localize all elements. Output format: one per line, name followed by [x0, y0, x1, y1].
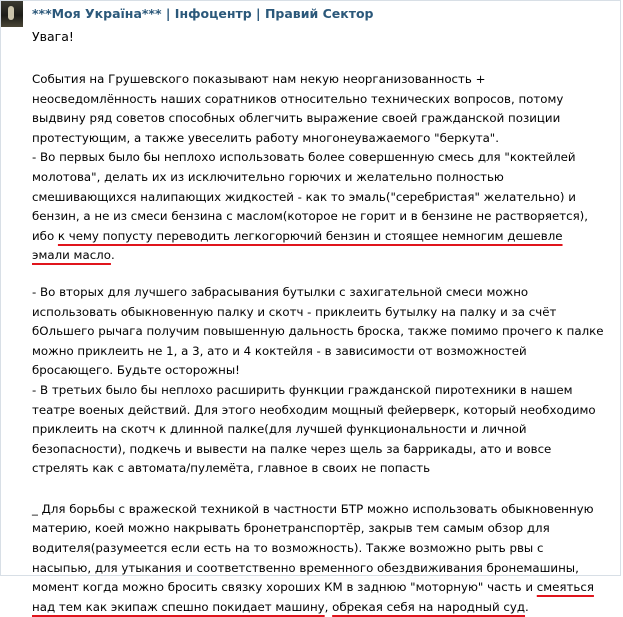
paragraph-spacer — [32, 266, 604, 283]
paragraph-second-advice: - Во вторых для лучшего забрасывания бутылки с захигательной смеси можно использовать обыкновенную палку и скотч - приклеить бутылку на палку и за счёт бОльшего рычага получим повышенную дальность броска, также помимо прочего к палке можно приклеить не 1, а 3, ато и 4 коктейля - в зависимости от возможностей бросающего. Будьте осторожны! — [32, 284, 604, 378]
post — [32, 5, 616, 617]
author-separator: | — [256, 6, 261, 21]
paragraph-text: . — [110, 248, 115, 263]
paragraph-text: . — [525, 599, 529, 614]
avatar[interactable] — [1, 1, 23, 27]
paragraph-text: , — [324, 599, 333, 614]
author-link-my-ukraine[interactable]: ***Моя Україна*** — [32, 6, 162, 21]
post-body — [32, 70, 616, 617]
paragraph-intro: События на Грушевского показывают нам некую неорганизованность + неосведомлённость наших соратников относительно технических вопросов, потому выдвину ряд советов способных облегчить выражение своей гражданской позиции протестующим, а также увеселить работу многонеуважаемого "беркута". — [32, 72, 564, 145]
candle-flame-icon — [8, 6, 14, 20]
post-author — [32, 5, 616, 23]
paragraph-text: - Во первых было бы неплохо использовать более совершенную смесь для "коктейлей молотова", делать их из исключительно горючих и желательно полностью смешивающихся налипающих жидкостей - как то эмаль("серебристая" желательно) и бензин, а не из смеси бензина с маслом(которое не горит и в бензине не растворяется), ибо — [32, 150, 589, 243]
author-separator: | — [165, 6, 171, 21]
author-link-infocenter[interactable]: Інфоцентр — [174, 6, 252, 21]
paragraph-text: _ Для борьбы с вражеской техникой в частности БТР можно использовать обыкновенную материю, коей можно накрывать бронетранспортёр, закрыв тем самым обзор для водителя(разумеется если есть на то возможность). Также возможно рыть рвы с насыпью, для утыкания и соответственно временного обездвиживания бронемашины, момент когда можно бросить связку хороших КМ в заднюю "моторную" часть и — [32, 501, 594, 595]
paragraph-third-advice: - В третьих было бы неплохо расширить функции гражданской пиротехники в нашем театре военых действий. Для этого необходим мощный фейерверк, который необходимо приклеить на скотч к длинной палке(для лучшей функциональности и личной безопасности), подкечь и вывести на палке через щель за баррикады, ато и вовсе стрелять как с автомата/пулемёта, главное в своих не попасть — [32, 382, 596, 476]
author-link-right-sector[interactable]: Правий Сектор — [264, 6, 374, 21]
highlighted-text: смеяться над тем как экипаж спешно покидает машину — [32, 580, 594, 614]
paragraph-vehicle-advice — [32, 500, 604, 617]
post-greeting: Увага! — [32, 29, 74, 44]
paragraph-first-advice — [32, 148, 604, 266]
paragraph-spacer — [32, 479, 604, 500]
highlighted-text: обрекая себя на народный суд — [332, 599, 526, 614]
highlighted-text: к чему попусту переводить легкогорючий бензин и стоящее немногим дешевле эмали масло — [32, 228, 563, 263]
